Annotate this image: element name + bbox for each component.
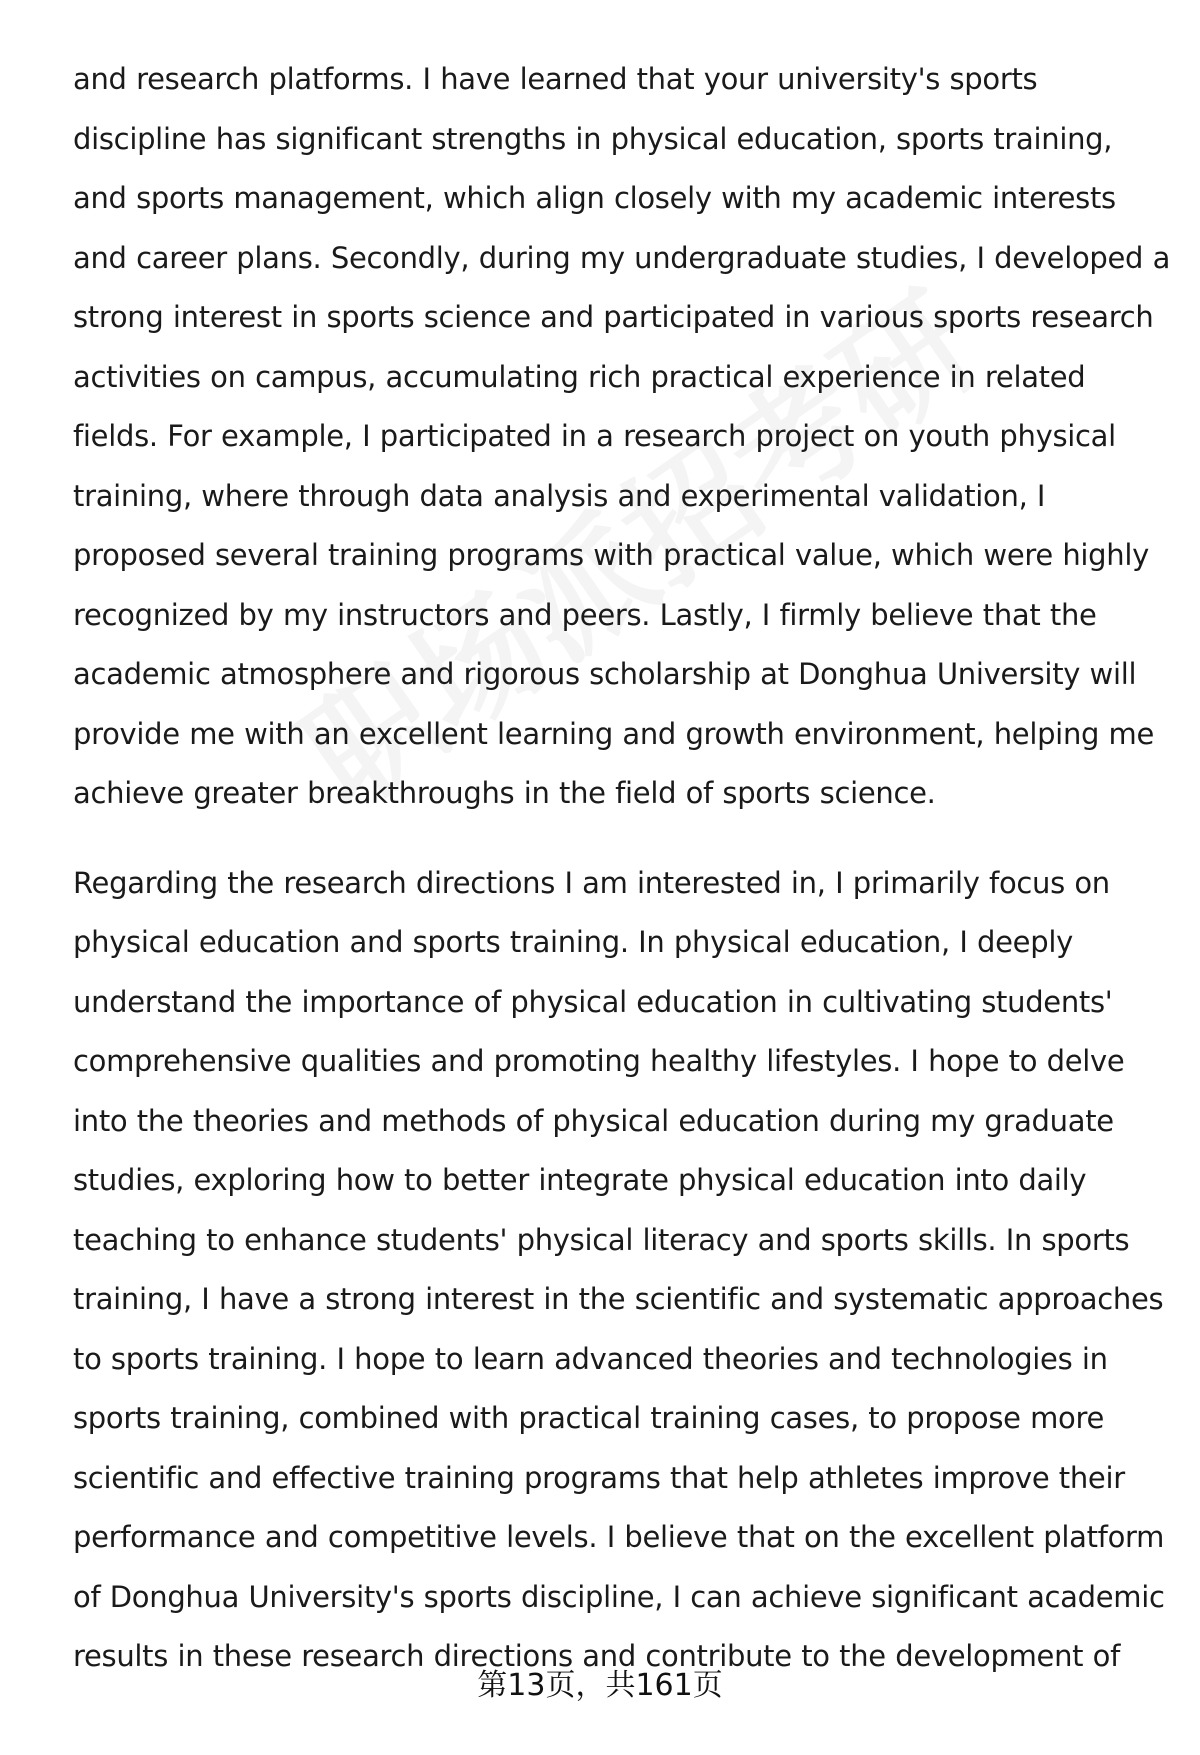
text-line: strong interest in sports science and participated in various sports research [73,300,1154,334]
text-line: academic atmosphere and rigorous scholarship at Donghua University will [73,657,1137,691]
text-line: studies, exploring how to better integrate physical education into daily [73,1163,1087,1197]
paragraph-2 [73,854,1163,1687]
text-line: activities on campus, accumulating rich practical experience in related [73,359,1086,394]
text-line: and research platforms. I have learned that your university's sports [73,62,1038,96]
text-line: training, where through data analysis and experimental validation, I [73,478,1046,513]
text-line: to sports training. I hope to learn advanced theories and technologies in [73,1341,1108,1376]
text-line: recognized by my instructors and peers. Lastly, I firmly believe that the [73,597,1097,632]
text-line: provide me with an excellent learning and growth environment, helping me [73,716,1155,751]
text-line: fields. For example, I participated in a research project on youth physical [73,419,1116,453]
text-line: into the theories and methods of physical education during my graduate [73,1103,1114,1138]
text-line: sports training, combined with practical training cases, to propose more [73,1401,1105,1435]
paragraph-1 [73,50,1171,824]
text-line: understand the importance of physical education in cultivating students' [73,984,1113,1019]
text-line: teaching to enhance students' physical literacy and sports skills. In sports [73,1222,1130,1257]
text-line: and sports management, which align closely with my academic interests [73,181,1116,215]
text-line: achieve greater breakthroughs in the field of sports science. [73,776,936,810]
text-line: proposed several training programs with practical value, which were highly [73,538,1149,572]
text-line: of Donghua University's sports discipline, I can achieve significant academic [73,1579,1165,1614]
text-line: Regarding the research directions I am interested in, I primarily focus on [73,865,1110,900]
text-line: performance and competitive levels. I believe that on the excellent platform [73,1520,1165,1554]
text-line: and career plans. Secondly, during my undergraduate studies, I developed a [73,240,1171,275]
page-number: 第13页，共161页 [477,1668,723,1703]
text-line: results in these research directions and contribute to the development of [73,1639,1121,1673]
text-line: physical education and sports training. In physical education, I deeply [73,925,1073,959]
text-line: comprehensive qualities and promoting healthy lifestyles. I hope to delve [73,1044,1125,1078]
text-line: scientific and effective training programs that help athletes improve their [73,1460,1125,1495]
text-line: discipline has significant strengths in physical education, sports training, [73,121,1113,156]
document-page [73,50,1171,1687]
text-line: training, I have a strong interest in the scientific and systematic approaches [73,1282,1164,1316]
